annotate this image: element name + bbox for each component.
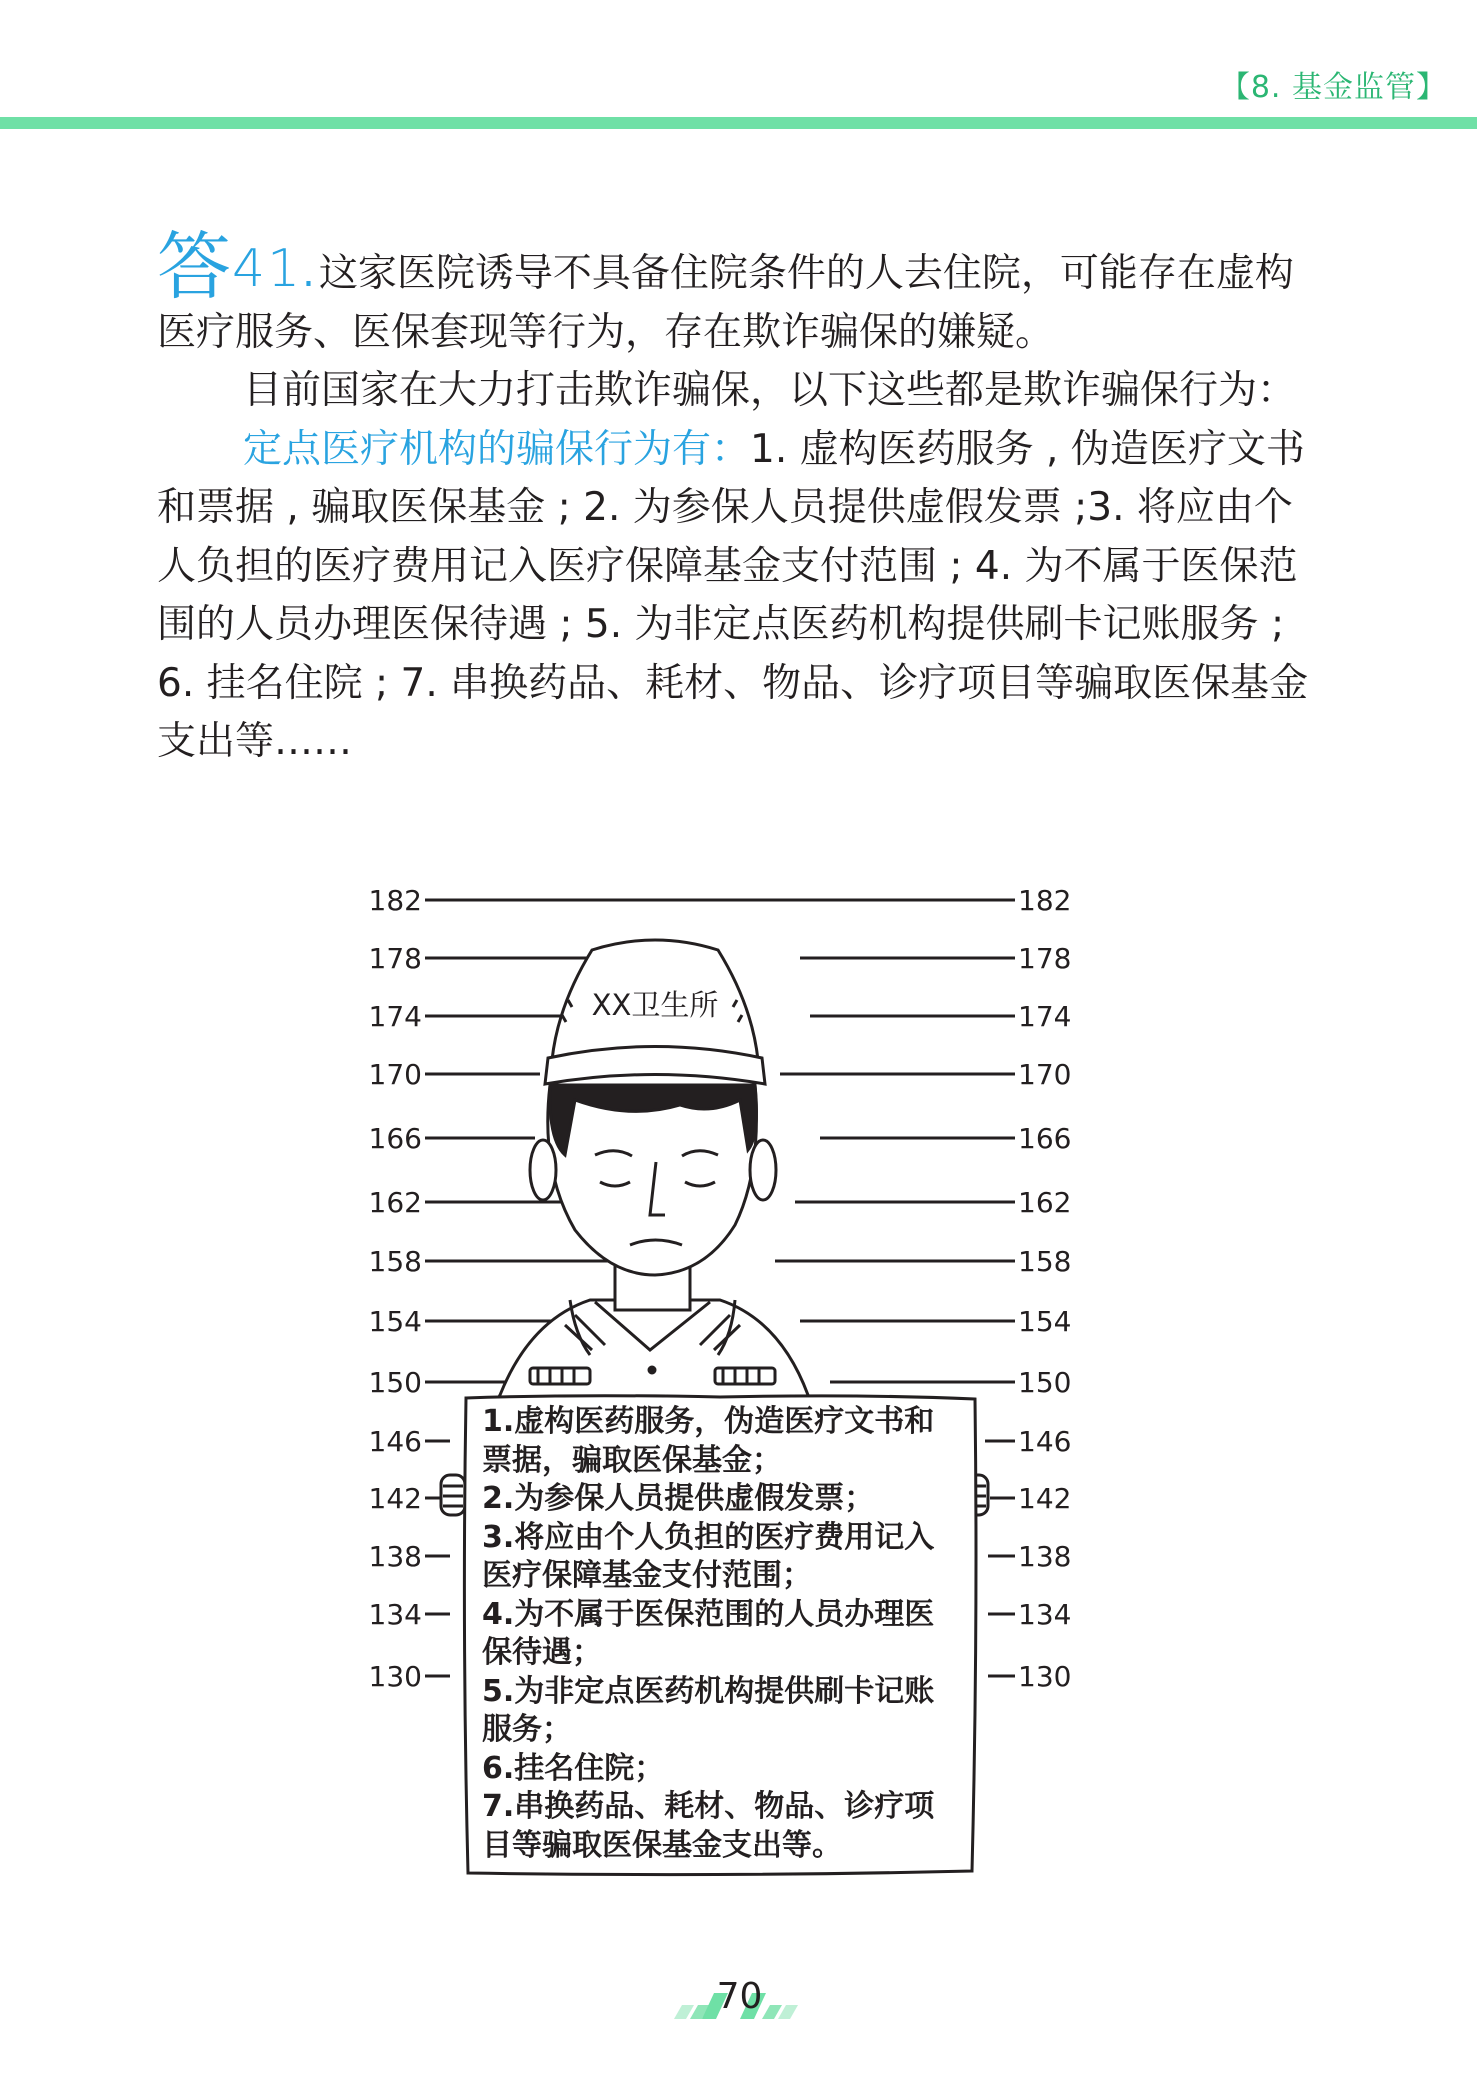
height-mark-label-left: 162 <box>368 1186 422 1219</box>
sign-line: 5.为非定点医药机构提供刷卡记账 <box>482 1673 935 1709</box>
height-mark-label-right: 182 <box>1018 884 1072 917</box>
cap-label: XX卫生所 <box>591 988 719 1022</box>
height-mark-label-left: 166 <box>368 1122 422 1155</box>
height-mark-label-right: 146 <box>1018 1425 1072 1458</box>
page-number: 70 <box>716 1976 763 2017</box>
sign-line: 票据，骗取医保基金； <box>482 1442 782 1478</box>
height-mark-label-right: 154 <box>1018 1305 1072 1338</box>
height-mark-label-left: 170 <box>368 1058 422 1091</box>
section-tag-open: 【 <box>1219 70 1251 105</box>
height-mark-label-left: 174 <box>368 1000 422 1033</box>
height-mark-label-left: 182 <box>368 884 422 917</box>
height-mark-label-right: 130 <box>1018 1660 1072 1693</box>
answer-paragraph-1-text: 这家医院诱导不具备住院条件的人去住院，可能存在虚构医疗服务、医保套现等行为，存在欺诈骗保的嫌疑。 <box>157 251 1294 355</box>
sign-line: 医疗保障基金支付范围； <box>482 1558 812 1593</box>
sign-line: 服务； <box>482 1712 572 1747</box>
answer-mark: 答 <box>157 224 232 310</box>
answer-paragraph-3-body: 1. 虚构医药服务 , 伪造医疗文书和票据 , 骗取医保基金 ; 2. 为参保人员提供虚假发票 ;3. 将应由个人负担的医疗费用记入医疗保障基金支付范围 ; 4. 为不属于医保范围的人员办理医保待遇 ; 5. 为非定点医药机构提供刷卡记账服务 ; 6. 挂名住院 ; 7. 串换药品、耗材、物品、诊疗项目等骗取医保基金支出等…… <box>157 426 1309 764</box>
sign-line: 3.将应由个人负担的医疗费用记入 <box>482 1519 935 1555</box>
sign-line: 2.为参保人员提供虚假发票； <box>482 1481 875 1516</box>
height-mark-label-right: 170 <box>1018 1058 1072 1091</box>
answer-number: 41 <box>232 239 303 299</box>
answer-dot: . <box>302 250 315 296</box>
height-mark-label-right: 178 <box>1018 942 1072 975</box>
height-mark-label-left: 142 <box>368 1482 422 1515</box>
sign-text <box>482 1403 962 1865</box>
sign-line: 6.挂名住院； <box>482 1750 665 1786</box>
height-mark-label-right: 142 <box>1018 1482 1072 1515</box>
header-band <box>0 117 1477 129</box>
sign-line: 1.虚构医药服务，伪造医疗文书和 <box>482 1404 935 1439</box>
height-mark-label-left: 146 <box>368 1425 422 1458</box>
answer-paragraph-3 <box>157 421 1322 772</box>
height-mark-label-left: 130 <box>368 1660 422 1693</box>
height-mark-label-left: 154 <box>368 1305 422 1338</box>
height-mark-label-left: 138 <box>368 1540 422 1573</box>
figure-head <box>530 1085 776 1275</box>
height-mark-label-right: 150 <box>1018 1366 1072 1399</box>
answer-paragraph-3-lead: 定点医疗机构的骗保行为有： <box>243 426 751 472</box>
section-tag-label: 8. 基金监管 <box>1250 70 1416 105</box>
height-mark-label-left: 134 <box>368 1598 422 1631</box>
height-mark-label-right: 138 <box>1018 1540 1072 1573</box>
height-mark-label-left: 178 <box>368 942 422 975</box>
height-mark-label-right: 174 <box>1018 1000 1072 1033</box>
height-mark-label-right: 158 <box>1018 1245 1072 1278</box>
sign-line: 目等骗取医保基金支出等。 <box>482 1827 842 1863</box>
answer-paragraph-1 <box>157 224 1322 362</box>
section-tag-close: 】 <box>1416 70 1447 105</box>
answer-paragraph-2: 目前国家在大力打击欺诈骗保，以下这些都是欺诈骗保行为： <box>243 368 1297 413</box>
height-mark-label-left: 158 <box>368 1245 422 1278</box>
sign-line: 4.为不属于医保范围的人员办理医 <box>482 1596 935 1632</box>
answer-body <box>157 224 1322 772</box>
section-tag <box>1220 62 1447 106</box>
height-mark-label-right: 166 <box>1018 1122 1072 1155</box>
sign-line: 7.串换药品、耗材、物品、诊疗项 <box>482 1789 935 1824</box>
height-mark-label-right: 134 <box>1018 1598 1072 1631</box>
page-number-block <box>672 1975 807 2019</box>
height-mark-label-right: 162 <box>1018 1186 1072 1219</box>
height-mark-label-left: 150 <box>368 1366 422 1399</box>
sign-line: 保待遇； <box>482 1635 602 1670</box>
